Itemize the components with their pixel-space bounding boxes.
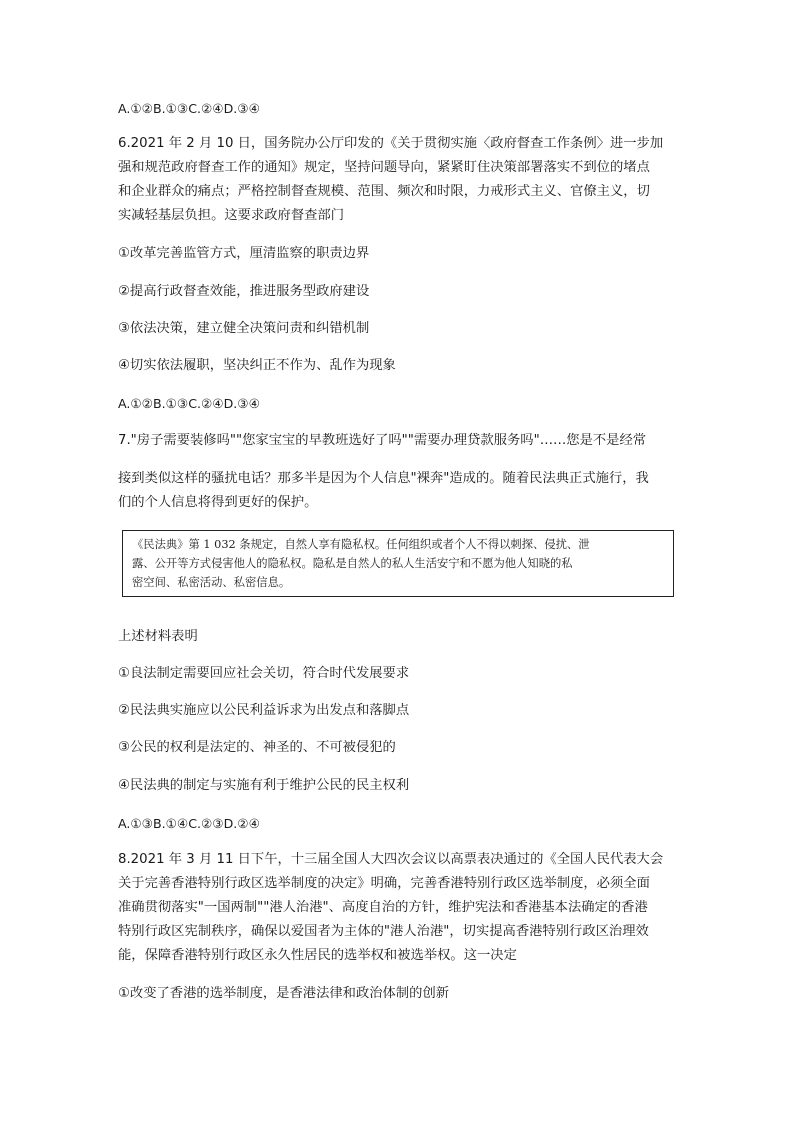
quote-line: 露、公开等方式侵害他人的隐私权。隐私是自然人的私人生活安宁和不愿为他人知晓的私 <box>132 557 573 570</box>
q7-option-4: ④民法典的制定与实施有利于维护公民的民主权利 <box>118 778 410 793</box>
q6-option-4: ④切实依法履职，坚决纠正不作为、乱作为现象 <box>118 358 396 373</box>
q7-option-1: ①良法制定需要回应社会关切，符合时代发展要求 <box>118 666 410 681</box>
quote-line: 密空间、私密活动、私密信息。 <box>132 576 291 589</box>
q7-answer-choices: A.①③B.①④C.②③D.②④ <box>118 816 260 831</box>
q7-option-2: ②民法典实施应以公民利益诉求为出发点和落脚点 <box>118 703 410 718</box>
q6-option-1: ①改革完善监管方式，厘清监察的职责边界 <box>118 246 370 261</box>
q8-stem-line: 准确贯彻落实"一国两制""港人治港"、高度自治的方针，维护宪法和香港基本法确定的香港 <box>118 900 648 915</box>
q7-option-3: ③公民的权利是法定的、神圣的、不可被侵犯的 <box>118 740 396 755</box>
q5-answer-choices: A.①②B.①③C.②④D.③④ <box>118 101 260 116</box>
q6-stem-line: 强和规范政府督查工作的通知》规定，坚持问题导向，紧紧盯住决策部署落实不到位的堵点 <box>118 160 650 175</box>
q6-stem-line: 6.2021 年 2 月 10 日，国务院办公厅印发的《关于贯彻实施〈政府督查工作条例〉进一步加 <box>118 136 664 151</box>
q6-stem-line: 和企业群众的痛点；严格控制督查规模、范围、频次和时限，力戒形式主义、官僚主义，切 <box>118 184 650 199</box>
q8-stem-line: 8.2021 年 3 月 11 日下午，十三届全国人大四次会议以高票表决通过的《全国人民代表大会 <box>118 852 664 867</box>
q6-stem-line: 实减轻基层负担。这要求政府督查部门 <box>118 208 345 223</box>
q7-stem-line: 们的个人信息将得到更好的保护。 <box>118 495 318 510</box>
q7-stem-line: 7."房子需要装修吗""您家宝宝的早教班选好了吗""需要办理贷款服务吗"……您是不是经常 <box>118 433 647 448</box>
q8-stem-line: 特别行政区宪制秩序，确保以爱国者为主体的"港人治港"，切实提高香港特别行政区治理效 <box>118 924 649 939</box>
q7-stem-line: 接到类似这样的骚扰电话？那多半是因为个人信息"裸奔"造成的。随着民法典正式施行，我 <box>118 471 649 486</box>
q6-option-2: ②提高行政督查效能，推进服务型政府建设 <box>118 284 370 299</box>
q8-stem-line: 关于完善香港特别行政区选举制度的决定》明确，完善香港特别行政区选举制度，必须全面 <box>118 876 650 891</box>
q8-stem-line: 能，保障香港特别行政区永久性居民的选举权和被选举权。这一决定 <box>118 948 517 963</box>
q6-answer-choices: A.①②B.①③C.②④D.③④ <box>118 396 260 411</box>
q7-lead: 上述材料表明 <box>118 629 198 644</box>
civil-code-quote-box <box>122 530 674 597</box>
q8-option-1: ①改变了香港的选举制度，是香港法律和政治体制的创新 <box>118 986 450 1001</box>
q6-option-3: ③依法决策，建立健全决策问责和纠错机制 <box>118 321 370 336</box>
quote-line: 《民法典》第 1 032 条规定，自然人享有隐私权。任何组织或者个人不得以刺探、侵扰、泄 <box>132 538 590 551</box>
